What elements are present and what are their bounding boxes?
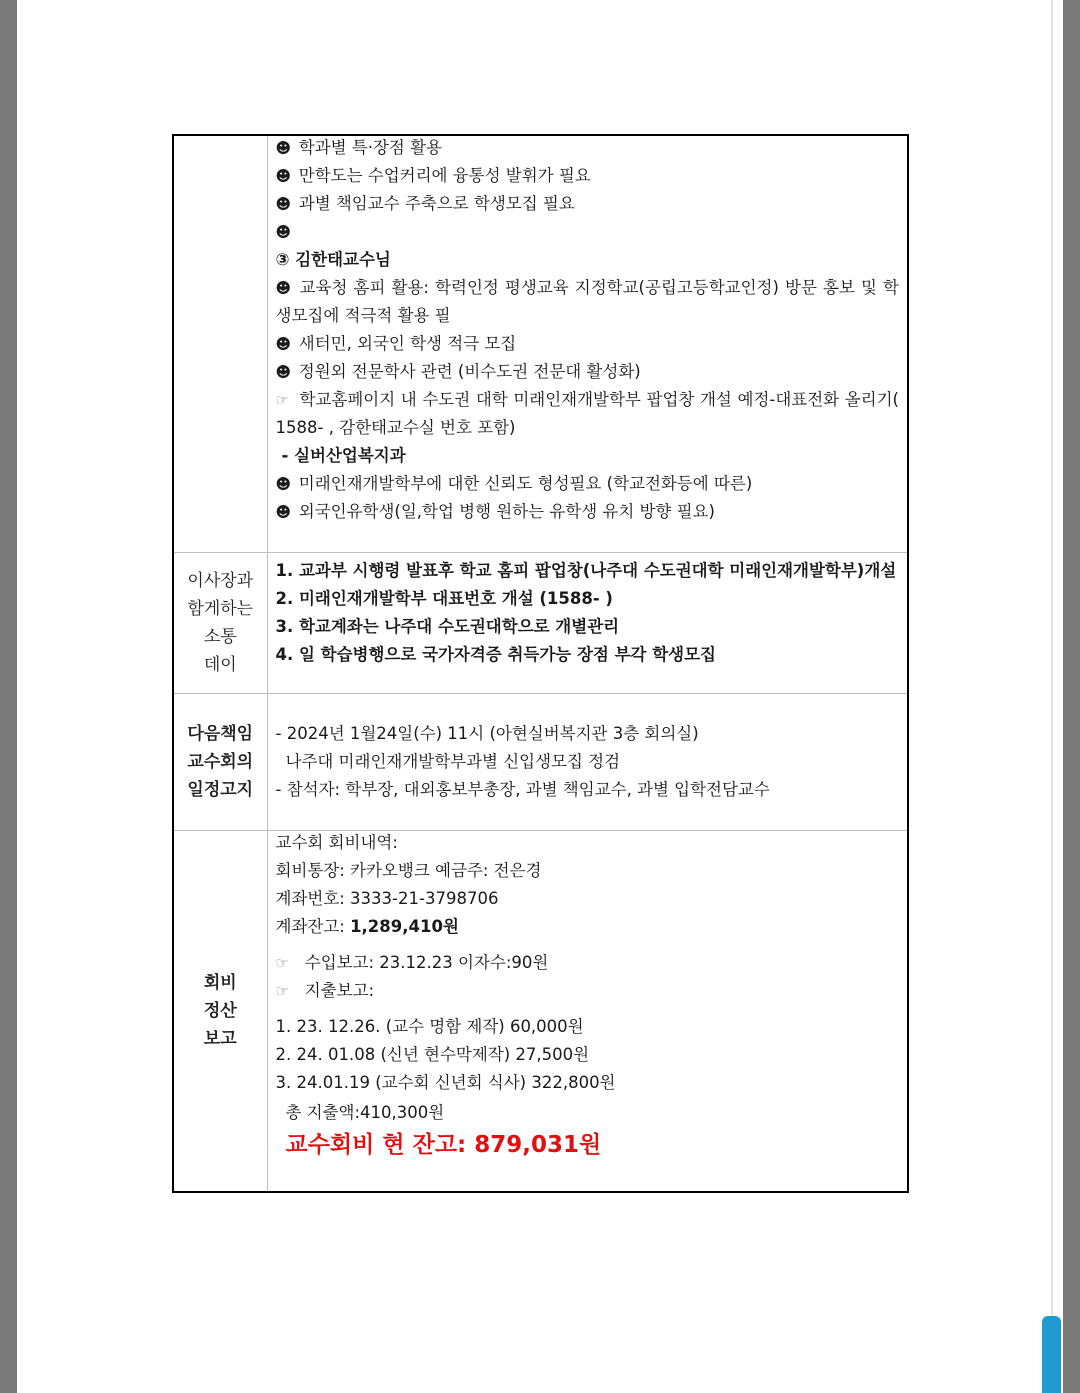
communication-day-cell (267, 553, 908, 694)
viewer-left-edge (0, 0, 17, 1393)
expense-item: 1. 23. 12.26. (교수 명함 제작) 60,000원 (275, 1017, 584, 1036)
table-row-fee-report (173, 831, 908, 1193)
fee-report-cell (267, 831, 908, 1193)
list-item: 1. 교과부 시행령 발표후 학교 홈피 팝업창(나주대 수도권대학 미래인재개발학부)개설 (275, 561, 897, 580)
smiley-icon: ☻ (275, 139, 292, 157)
table-row-next-meeting (173, 694, 908, 831)
list-item: ☻ 미래인재개발학부에 대한 신뢰도 형성필요 (학교전화등에 따른) (276, 470, 900, 498)
list-item: - 참석자: 학부장, 대외홍보부총장, 과별 책임교수, 과별 입학전담교수 (275, 780, 770, 799)
smiley-icon: ☻ (275, 279, 292, 297)
expense-item: 2. 24. 01.08 (신년 현수막제작) 27,500원 (275, 1045, 590, 1064)
total-expense: 총 지출액:410,300원 (285, 1103, 445, 1122)
smiley-icon: ☻ (275, 475, 292, 493)
row-head-next-meeting: 다음책임 교수회의 일정고지 (173, 694, 267, 831)
list-item: 나주대 미래인재개발학부과별 신입생모집 정검 (285, 752, 621, 771)
income-report: ☞ 수입보고: 23.12.23 이자수:90원 (276, 949, 900, 977)
current-balance: 교수회비 현 잔고: 879,031원 (285, 1132, 602, 1158)
list-item: ☻ 정원외 전문학사 관련 (비수도권 전문대 활성화) (276, 358, 900, 386)
minutes-table (172, 134, 909, 1193)
next-meeting-cell (267, 694, 908, 831)
viewer-right-edge (1063, 0, 1080, 1393)
table-row-communication-day (173, 553, 908, 694)
list-item: ☻ 외국인유학생(일,학업 병행 원하는 유학생 유치 방향 필요) (276, 498, 900, 526)
list-item: 3. 학교계좌는 나주대 수도권대학으로 개별관리 (275, 617, 620, 636)
list-item: 계좌번호: 3333-21-3798706 (275, 889, 499, 908)
list-item: 2. 미래인재개발학부 대표번호 개설 (1588- ) (275, 589, 613, 608)
expense-item: 3. 24.01.19 (교수회 신년회 식사) 322,800원 (275, 1073, 616, 1092)
pointing-hand-icon: ☞ (275, 954, 289, 972)
list-item: ☻ 학과별 특·장점 활용 (276, 134, 900, 162)
list-item: - 2024년 1월24일(수) 11시 (아현실버복지관 3층 회의실) (275, 724, 699, 743)
list-item: 회비통장: 카카오뱅크 예금주: 전은경 (275, 861, 542, 880)
note-item: ☞ 학교홈페이지 내 수도권 대학 미래인재개발학부 팝업창 개설 예정-대표전화 올리기( 1588- , 감한태교수실 번호 포함) (276, 386, 900, 442)
smiley-icon: ☻ (275, 167, 292, 185)
smiley-icon: ☻ (275, 335, 292, 353)
list-item: ☻ 새터민, 외국인 학생 적극 모집 (276, 330, 900, 358)
speaker-heading: ③ 김한태교수님 (275, 250, 391, 269)
scrollbar-track[interactable] (1051, 0, 1053, 1393)
discussion-cell (267, 135, 908, 553)
list-item: 4. 일 학습병행으로 국가자격증 취득가능 장점 부각 학생모집 (275, 645, 716, 664)
sub-heading: - 실버산업복지과 (281, 446, 406, 465)
pointing-hand-icon: ☞ (275, 391, 289, 409)
scrollbar-thumb[interactable] (1042, 1316, 1061, 1393)
smiley-icon: ☻ (275, 195, 292, 213)
account-balance: 계좌잔고: 1,289,410원 (275, 917, 459, 936)
list-item (276, 218, 900, 246)
row-head-communication-day: 이사장과 함게하는 소통 데이 (173, 553, 267, 694)
smiley-icon: ☻ (275, 363, 292, 381)
row-head-empty (173, 135, 267, 553)
list-item: ☻ 과별 책임교수 주축으로 학생모집 필요 (276, 190, 900, 218)
expense-report-label: ☞ 지출보고: (276, 977, 900, 1005)
smiley-icon: ☻ (275, 223, 292, 241)
smiley-icon: ☻ (275, 503, 292, 521)
table-row-discussion (173, 135, 908, 553)
pointing-hand-icon: ☞ (275, 982, 289, 1000)
list-item: ☻ 만학도는 수업커리에 융통성 발휘가 필요 (276, 162, 900, 190)
row-head-fee-report: 회비 정산 보고 (173, 831, 267, 1193)
list-item: 교수회 회비내역: (275, 833, 398, 852)
list-item: ☻ 교육청 홈피 활용: 학력인정 평생교육 지정학교(공립고등학교인정) 방문 홍보 및 학생모집에 적극적 활용 필 (276, 274, 900, 330)
